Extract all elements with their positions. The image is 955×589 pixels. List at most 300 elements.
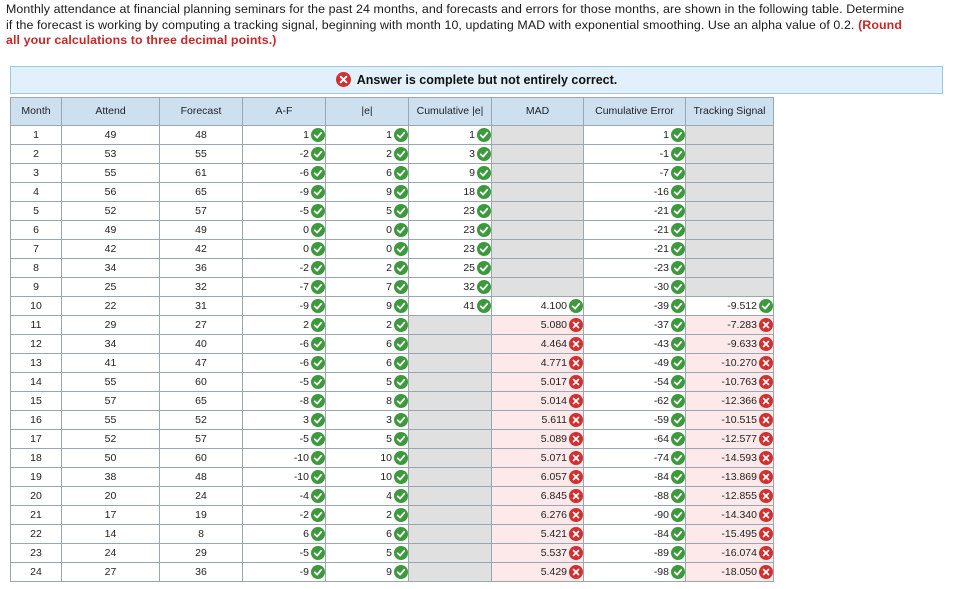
check-circle-icon: [394, 280, 408, 294]
attend-cell: 17: [62, 506, 160, 525]
a-f-input[interactable]: [243, 563, 326, 582]
a-f-input-value: -10: [293, 452, 309, 464]
tracking-signal-input[interactable]: [686, 487, 774, 506]
x-circle-icon: [759, 470, 773, 484]
mad-input-value: 5.537: [540, 547, 567, 559]
cumulative-error-input[interactable]: [584, 544, 686, 563]
mad-input-value: 5.089: [540, 433, 567, 445]
cumulative-error-input[interactable]: [584, 563, 686, 582]
check-circle-icon: [311, 565, 325, 579]
cumulative-abs-error-input-empty: [409, 335, 492, 354]
cumulative-error-input[interactable]: [584, 164, 686, 183]
cumulative-error-input[interactable]: [584, 259, 686, 278]
abs-error-input[interactable]: [326, 525, 409, 544]
cumulative-error-input[interactable]: [584, 240, 686, 259]
a-f-input-value: -2: [299, 509, 309, 521]
cumulative-error-input[interactable]: [584, 525, 686, 544]
abs-error-input[interactable]: [326, 354, 409, 373]
x-circle-icon: [759, 508, 773, 522]
table-row: [11, 145, 774, 164]
tracking-signal-input[interactable]: [686, 544, 774, 563]
check-circle-icon: [671, 451, 685, 465]
x-circle-icon: [759, 337, 773, 351]
cumulative-abs-error-input-value: 23: [463, 224, 475, 236]
cumulative-error-input-value: -1: [659, 148, 669, 160]
abs-error-input-value: 3: [386, 414, 392, 426]
abs-error-input[interactable]: [326, 487, 409, 506]
abs-error-input[interactable]: [326, 221, 409, 240]
month-cell: 9: [11, 278, 62, 297]
month-cell: 4: [11, 183, 62, 202]
tracking-signal-input[interactable]: [686, 297, 774, 316]
abs-error-input[interactable]: [326, 126, 409, 145]
a-f-input[interactable]: [243, 316, 326, 335]
abs-error-input[interactable]: [326, 468, 409, 487]
mad-input-value: 4.771: [540, 357, 567, 369]
abs-error-input-value: 5: [386, 547, 392, 559]
cumulative-abs-error-input-value: 23: [463, 205, 475, 217]
check-circle-icon: [311, 261, 325, 275]
cumulative-error-input-value: -43: [653, 338, 669, 350]
x-circle-icon: [759, 394, 773, 408]
cumulative-abs-error-input[interactable]: [409, 126, 492, 145]
check-circle-icon: [311, 470, 325, 484]
month-cell: 20: [11, 487, 62, 506]
check-circle-icon: [394, 204, 408, 218]
mad-input[interactable]: [492, 449, 584, 468]
mad-input-value: 5.429: [540, 566, 567, 578]
month-cell: 21: [11, 506, 62, 525]
tracking-signal-input[interactable]: [686, 468, 774, 487]
attend-cell: 50: [62, 449, 160, 468]
cumulative-abs-error-input-empty: [409, 316, 492, 335]
mad-input-value: 5.014: [540, 395, 567, 407]
tracking-signal-input-empty: [686, 221, 774, 240]
month-cell: 17: [11, 430, 62, 449]
abs-error-input-value: 0: [386, 224, 392, 236]
tracking-signal-input[interactable]: [686, 316, 774, 335]
forecast-cell: 57: [160, 202, 243, 221]
x-circle-icon: [759, 356, 773, 370]
tracking-signal-input[interactable]: [686, 506, 774, 525]
mad-input[interactable]: [492, 563, 584, 582]
cumulative-abs-error-input-empty: [409, 354, 492, 373]
a-f-input[interactable]: [243, 392, 326, 411]
cumulative-error-input[interactable]: [584, 221, 686, 240]
cumulative-error-input[interactable]: [584, 449, 686, 468]
mad-input[interactable]: [492, 544, 584, 563]
mad-input-value: 5.421: [540, 528, 567, 540]
forecast-cell: 57: [160, 430, 243, 449]
check-circle-icon: [671, 261, 685, 275]
abs-error-input[interactable]: [326, 373, 409, 392]
check-circle-icon: [394, 546, 408, 560]
a-f-input-value: -2: [299, 148, 309, 160]
answer-status-text: Answer is complete but not entirely correct.: [356, 73, 618, 87]
check-circle-icon: [394, 375, 408, 389]
cumulative-error-input-value: -90: [653, 509, 669, 521]
a-f-input-value: -5: [299, 205, 309, 217]
a-f-input[interactable]: [243, 544, 326, 563]
cumulative-abs-error-input-empty: [409, 373, 492, 392]
check-circle-icon: [311, 318, 325, 332]
cumulative-abs-error-input[interactable]: [409, 202, 492, 221]
mad-input-empty: [492, 145, 584, 164]
a-f-input-value: -9: [299, 300, 309, 312]
check-circle-icon: [311, 489, 325, 503]
a-f-input[interactable]: [243, 487, 326, 506]
table-row: [11, 240, 774, 259]
cumulative-error-input[interactable]: [584, 468, 686, 487]
cumulative-abs-error-input-empty: [409, 392, 492, 411]
cumulative-abs-error-input[interactable]: [409, 164, 492, 183]
table-row: [11, 259, 774, 278]
x-circle-icon: [569, 356, 583, 370]
a-f-input-value: -2: [299, 262, 309, 274]
table-row: [11, 449, 774, 468]
mad-input[interactable]: [492, 411, 584, 430]
a-f-input[interactable]: [243, 183, 326, 202]
abs-error-input[interactable]: [326, 145, 409, 164]
tracking-signal-input-value: -10.270: [721, 357, 757, 369]
abs-error-input[interactable]: [326, 183, 409, 202]
tracking-signal-input-value: -12.366: [721, 395, 757, 407]
mad-input[interactable]: [492, 430, 584, 449]
table-row: [11, 221, 774, 240]
abs-error-input-value: 5: [386, 433, 392, 445]
abs-error-input[interactable]: [326, 411, 409, 430]
mad-input-value: 6.276: [540, 509, 567, 521]
check-circle-icon: [394, 223, 408, 237]
x-circle-icon: [759, 318, 773, 332]
month-cell: 23: [11, 544, 62, 563]
abs-error-input[interactable]: [326, 449, 409, 468]
mad-input-value: 6.057: [540, 471, 567, 483]
cumulative-error-input[interactable]: [584, 392, 686, 411]
check-circle-icon: [311, 204, 325, 218]
tracking-signal-input-value: -12.577: [721, 433, 757, 445]
abs-error-input-value: 0: [386, 243, 392, 255]
tracking-signal-input[interactable]: [686, 430, 774, 449]
a-f-input[interactable]: [243, 468, 326, 487]
tracking-signal-input[interactable]: [686, 449, 774, 468]
cumulative-error-input[interactable]: [584, 335, 686, 354]
check-circle-icon: [759, 299, 773, 313]
abs-error-input[interactable]: [326, 278, 409, 297]
a-f-input-value: -8: [299, 395, 309, 407]
a-f-input[interactable]: [243, 449, 326, 468]
check-circle-icon: [671, 527, 685, 541]
cumulative-error-input-value: -54: [653, 376, 669, 388]
check-circle-icon: [477, 280, 491, 294]
cumulative-error-input[interactable]: [584, 354, 686, 373]
cumulative-abs-error-input-value: 25: [463, 262, 475, 274]
check-circle-icon: [394, 356, 408, 370]
mad-input[interactable]: [492, 373, 584, 392]
abs-error-input-value: 9: [386, 186, 392, 198]
x-circle-icon: [569, 470, 583, 484]
abs-error-input[interactable]: [326, 392, 409, 411]
check-circle-icon: [477, 204, 491, 218]
tracking-signal-input[interactable]: [686, 335, 774, 354]
abs-error-input-value: 9: [386, 566, 392, 578]
attend-cell: 34: [62, 259, 160, 278]
a-f-input[interactable]: [243, 126, 326, 145]
a-f-input[interactable]: [243, 430, 326, 449]
attend-cell: 57: [62, 392, 160, 411]
a-f-input[interactable]: [243, 202, 326, 221]
mad-input[interactable]: [492, 354, 584, 373]
header-attend: Attend: [62, 98, 160, 126]
a-f-input[interactable]: [243, 221, 326, 240]
check-circle-icon: [671, 489, 685, 503]
cumulative-abs-error-input[interactable]: [409, 297, 492, 316]
cumulative-error-input-value: -84: [653, 528, 669, 540]
abs-error-input[interactable]: [326, 240, 409, 259]
check-circle-icon: [394, 337, 408, 351]
attend-cell: 25: [62, 278, 160, 297]
mad-input-value: 5.080: [540, 319, 567, 331]
x-circle-icon: [759, 527, 773, 541]
cumulative-error-input[interactable]: [584, 297, 686, 316]
cumulative-error-input[interactable]: [584, 126, 686, 145]
check-circle-icon: [394, 261, 408, 275]
cumulative-abs-error-input[interactable]: [409, 145, 492, 164]
a-f-input[interactable]: [243, 297, 326, 316]
a-f-input[interactable]: [243, 373, 326, 392]
cumulative-abs-error-input-empty: [409, 449, 492, 468]
mad-input[interactable]: [492, 506, 584, 525]
cumulative-error-input[interactable]: [584, 316, 686, 335]
cumulative-error-input[interactable]: [584, 411, 686, 430]
forecast-cell: 19: [160, 506, 243, 525]
check-circle-icon: [477, 166, 491, 180]
x-circle-icon: [569, 489, 583, 503]
x-circle-icon: [569, 432, 583, 446]
mad-input-empty: [492, 259, 584, 278]
table-row: [11, 335, 774, 354]
a-f-input-value: 6: [303, 528, 309, 540]
tracking-signal-input[interactable]: [686, 354, 774, 373]
abs-error-input[interactable]: [326, 506, 409, 525]
cumulative-error-input[interactable]: [584, 183, 686, 202]
mad-input-empty: [492, 202, 584, 221]
cumulative-error-input[interactable]: [584, 145, 686, 164]
tracking-signal-input[interactable]: [686, 373, 774, 392]
x-circle-icon: [759, 432, 773, 446]
x-circle-icon: [336, 70, 351, 96]
cumulative-abs-error-input-empty: [409, 563, 492, 582]
a-f-input[interactable]: [243, 278, 326, 297]
month-cell: 12: [11, 335, 62, 354]
abs-error-input[interactable]: [326, 316, 409, 335]
cumulative-abs-error-input-value: 1: [469, 129, 475, 141]
attend-cell: 14: [62, 525, 160, 544]
abs-error-input[interactable]: [326, 335, 409, 354]
mad-input-value: 5.071: [540, 452, 567, 464]
cumulative-abs-error-input-value: 3: [469, 148, 475, 160]
cumulative-abs-error-input-value: 23: [463, 243, 475, 255]
a-f-input-value: 1: [303, 129, 309, 141]
cumulative-abs-error-input[interactable]: [409, 240, 492, 259]
month-cell: 15: [11, 392, 62, 411]
cumulative-error-input[interactable]: [584, 430, 686, 449]
forecast-cell: 27: [160, 316, 243, 335]
check-circle-icon: [477, 147, 491, 161]
answer-status-banner: [10, 66, 943, 94]
abs-error-input[interactable]: [326, 259, 409, 278]
a-f-input-value: -6: [299, 167, 309, 179]
abs-error-input[interactable]: [326, 544, 409, 563]
cumulative-abs-error-input[interactable]: [409, 278, 492, 297]
check-circle-icon: [394, 166, 408, 180]
cumulative-error-input[interactable]: [584, 506, 686, 525]
cumulative-abs-error-input[interactable]: [409, 183, 492, 202]
table-row: [11, 392, 774, 411]
mad-input-value: 4.100: [540, 300, 567, 312]
check-circle-icon: [394, 318, 408, 332]
check-circle-icon: [671, 299, 685, 313]
table-row: [11, 183, 774, 202]
mad-input[interactable]: [492, 525, 584, 544]
check-circle-icon: [477, 242, 491, 256]
forecast-cell: 48: [160, 126, 243, 145]
check-circle-icon: [477, 299, 491, 313]
cumulative-error-input-value: -21: [653, 205, 669, 217]
cumulative-abs-error-input-empty: [409, 506, 492, 525]
month-cell: 24: [11, 563, 62, 582]
forecast-cell: 24: [160, 487, 243, 506]
check-circle-icon: [394, 147, 408, 161]
abs-error-input-value: 10: [380, 471, 392, 483]
a-f-input[interactable]: [243, 259, 326, 278]
check-circle-icon: [671, 413, 685, 427]
month-cell: 5: [11, 202, 62, 221]
a-f-input[interactable]: [243, 145, 326, 164]
check-circle-icon: [311, 185, 325, 199]
a-f-input[interactable]: [243, 164, 326, 183]
tracking-signal-input[interactable]: [686, 392, 774, 411]
cumulative-abs-error-input[interactable]: [409, 221, 492, 240]
cumulative-error-input-value: -21: [653, 243, 669, 255]
attend-cell: 42: [62, 240, 160, 259]
check-circle-icon: [394, 128, 408, 142]
mad-input-empty: [492, 278, 584, 297]
cumulative-error-input-value: -84: [653, 471, 669, 483]
cumulative-error-input-value: -64: [653, 433, 669, 445]
check-circle-icon: [311, 413, 325, 427]
a-f-input[interactable]: [243, 525, 326, 544]
abs-error-input-value: 6: [386, 528, 392, 540]
abs-error-input[interactable]: [326, 202, 409, 221]
check-circle-icon: [671, 470, 685, 484]
cumulative-error-input[interactable]: [584, 373, 686, 392]
a-f-input[interactable]: [243, 411, 326, 430]
check-circle-icon: [671, 280, 685, 294]
cumulative-error-input-value: -88: [653, 490, 669, 502]
cumulative-abs-error-input-value: 18: [463, 186, 475, 198]
check-circle-icon: [311, 546, 325, 560]
table-row: [11, 563, 774, 582]
tracking-signal-input[interactable]: [686, 411, 774, 430]
abs-error-input[interactable]: [326, 430, 409, 449]
mad-input[interactable]: [492, 316, 584, 335]
tracking-signal-input-value: -9.512: [727, 300, 757, 312]
x-circle-icon: [759, 489, 773, 503]
check-circle-icon: [394, 299, 408, 313]
check-circle-icon: [671, 394, 685, 408]
mad-input[interactable]: [492, 392, 584, 411]
check-circle-icon: [671, 128, 685, 142]
abs-error-input-value: 8: [386, 395, 392, 407]
tracking-signal-input[interactable]: [686, 563, 774, 582]
tracking-signal-input-empty: [686, 278, 774, 297]
cumulative-error-input-value: -16: [653, 186, 669, 198]
check-circle-icon: [394, 527, 408, 541]
abs-error-input[interactable]: [326, 563, 409, 582]
table-row: [11, 487, 774, 506]
cumulative-abs-error-input-empty: [409, 544, 492, 563]
tracking-signal-input-value: -16.074: [721, 547, 757, 559]
forecast-cell: 47: [160, 354, 243, 373]
cumulative-error-input[interactable]: [584, 278, 686, 297]
attend-cell: 56: [62, 183, 160, 202]
cumulative-error-input-value: -30: [653, 281, 669, 293]
abs-error-input[interactable]: [326, 164, 409, 183]
check-circle-icon: [394, 432, 408, 446]
month-cell: 18: [11, 449, 62, 468]
abs-error-input[interactable]: [326, 297, 409, 316]
check-circle-icon: [477, 185, 491, 199]
mad-input-empty: [492, 183, 584, 202]
check-circle-icon: [671, 508, 685, 522]
forecast-cell: 65: [160, 392, 243, 411]
check-circle-icon: [394, 185, 408, 199]
tracking-signal-input-value: -12.855: [721, 490, 757, 502]
tracking-signal-input[interactable]: [686, 525, 774, 544]
a-f-input[interactable]: [243, 506, 326, 525]
a-f-input-value: -5: [299, 547, 309, 559]
a-f-input-value: -10: [293, 471, 309, 483]
cumulative-error-input[interactable]: [584, 487, 686, 506]
mad-input[interactable]: [492, 487, 584, 506]
x-circle-icon: [759, 375, 773, 389]
mad-input[interactable]: [492, 335, 584, 354]
check-circle-icon: [671, 223, 685, 237]
month-cell: 16: [11, 411, 62, 430]
table-row: [11, 316, 774, 335]
cumulative-abs-error-input[interactable]: [409, 259, 492, 278]
a-f-input[interactable]: [243, 335, 326, 354]
cumulative-error-input-value: -49: [653, 357, 669, 369]
tracking-signal-input-value: -13.869: [721, 471, 757, 483]
abs-error-input-value: 2: [386, 509, 392, 521]
mad-input-empty: [492, 126, 584, 145]
attend-cell: 22: [62, 297, 160, 316]
mad-input[interactable]: [492, 297, 584, 316]
forecast-cell: 55: [160, 145, 243, 164]
x-circle-icon: [569, 413, 583, 427]
check-circle-icon: [311, 451, 325, 465]
check-circle-icon: [394, 413, 408, 427]
mad-input[interactable]: [492, 468, 584, 487]
table-row: [11, 411, 774, 430]
a-f-input[interactable]: [243, 354, 326, 373]
question-body: Monthly attendance at financial planning seminars for the past 24 months, and forecasts and errors for those months, are shown in the following table. Determine if the forecast is working by computing a tracking signal, beginning with month 10, updating MAD with exponential smoothing. Use an alpha value of 0.2.: [6, 2, 905, 32]
forecast-cell: 29: [160, 544, 243, 563]
a-f-input[interactable]: [243, 240, 326, 259]
cumulative-error-input[interactable]: [584, 202, 686, 221]
